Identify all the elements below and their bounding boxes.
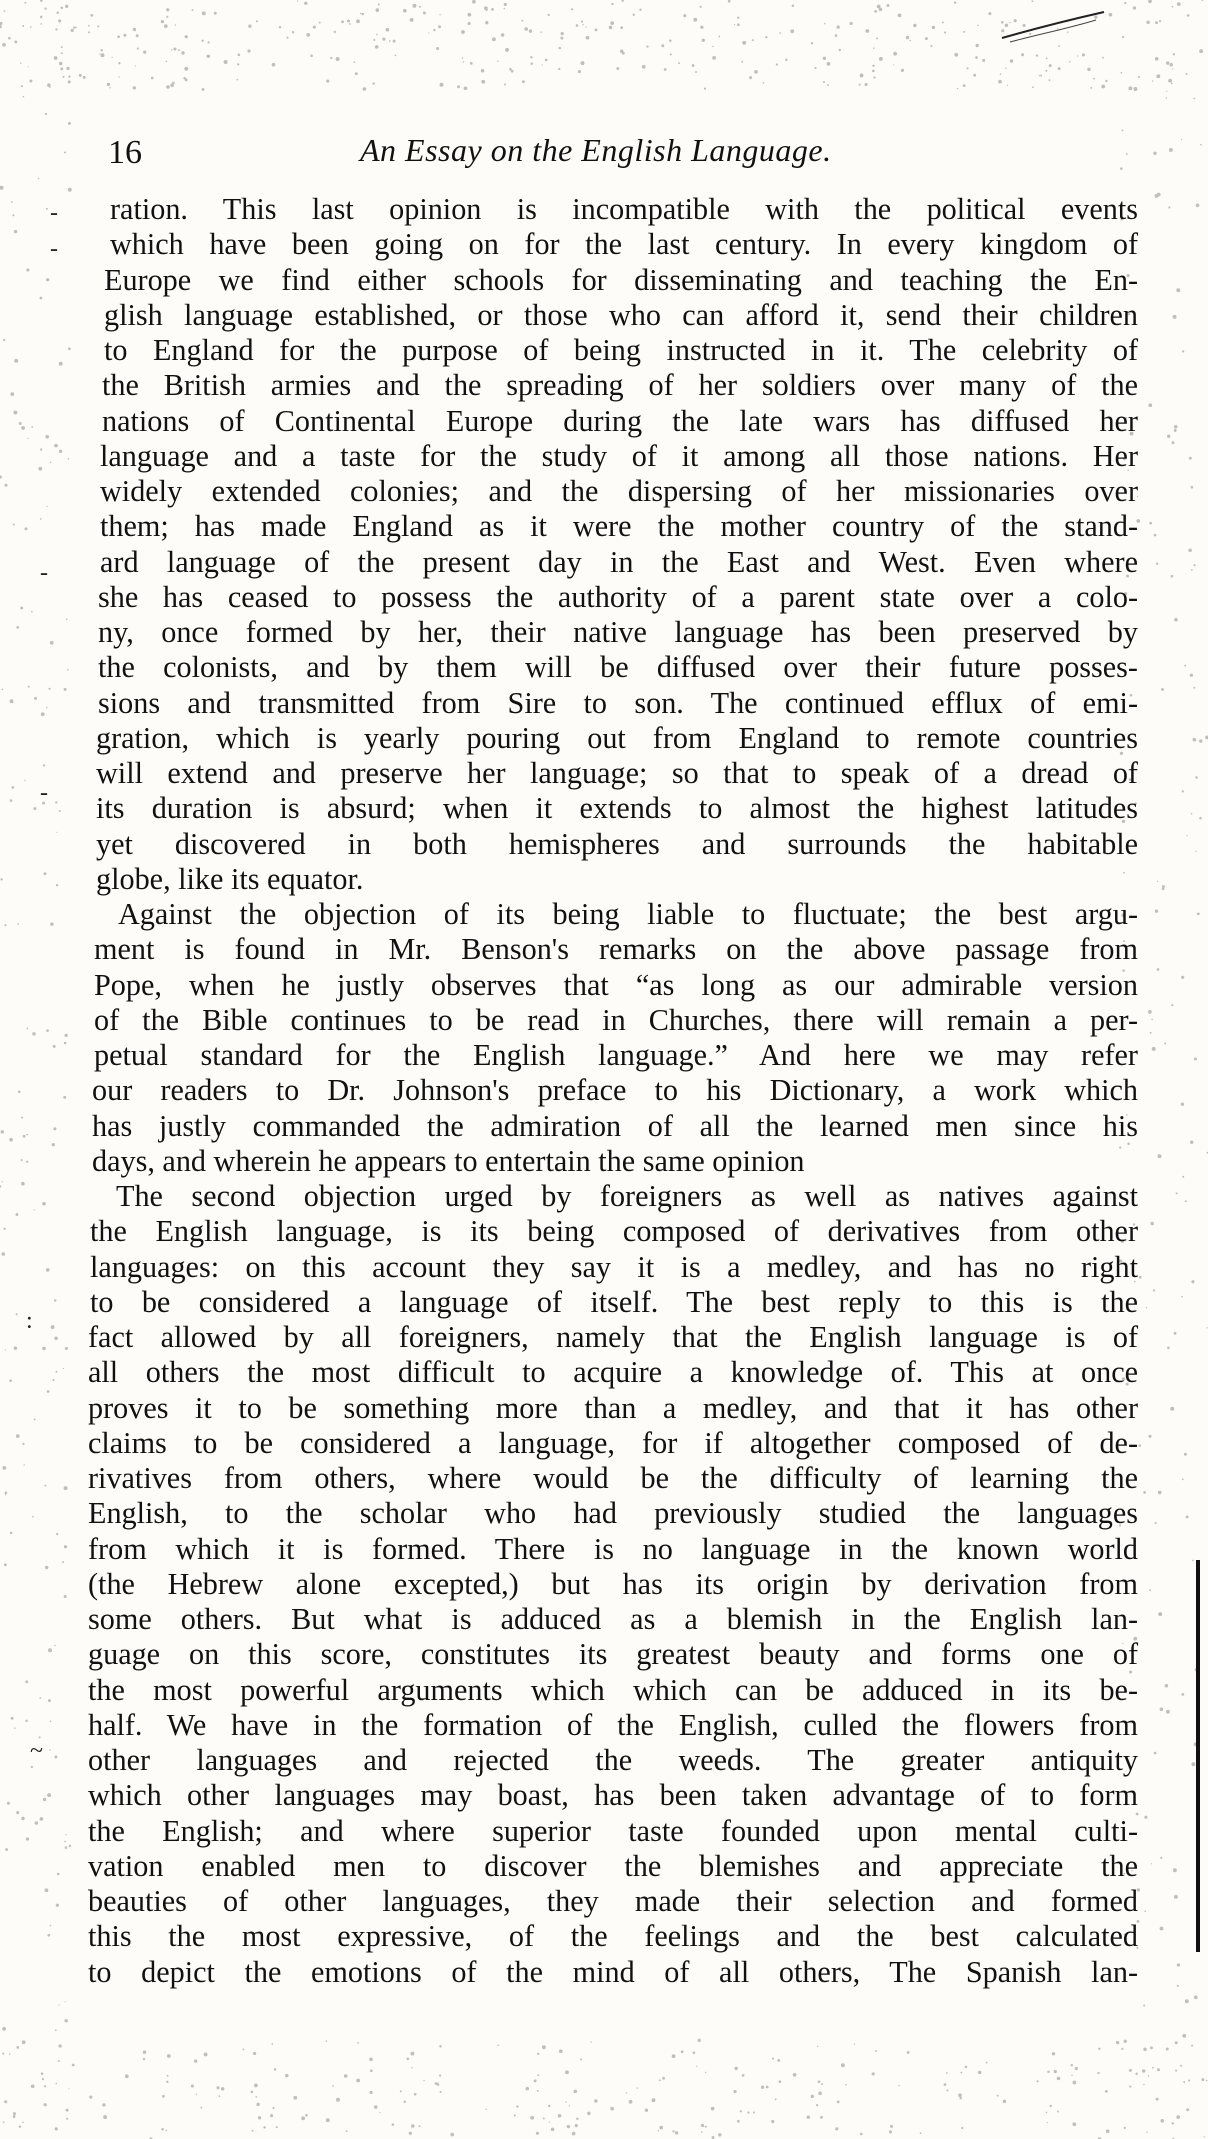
text-line: some others. But what is adduced as a blemish in the English lan-: [88, 1602, 1138, 1636]
margin-dash-mark: -: [40, 560, 48, 586]
edge-binding-line: [1196, 1560, 1200, 1952]
text-line: English, to the scholar who had previously studied the languages: [88, 1496, 1138, 1531]
margin-dash-mark: -: [50, 200, 58, 226]
margin-dot-mark: :: [26, 1308, 33, 1334]
text-line: ny, once formed by her, their native language has been preserved by: [98, 615, 1138, 649]
page-number: 16: [108, 134, 142, 171]
text-line: ard language of the present day in the East and West. Even where: [100, 544, 1138, 579]
book-page: [88, 120, 1138, 1989]
text-line: fact allowed by all foreigners, namely that the English language is of: [88, 1320, 1138, 1354]
text-line: to England for the purpose of being instructed in it. The celebrity of: [104, 333, 1138, 367]
text-line: the British armies and the spreading of her soldiers over many of the: [102, 368, 1138, 403]
text-line: The second objection urged by foreigners as well as natives against: [116, 1179, 1138, 1213]
text-line: this the most expressive, of the feelings and the best calculated: [88, 1919, 1138, 1954]
text-line: other languages and rejected the weeds. The greater antiquity: [88, 1743, 1138, 1777]
text-line: our readers to Dr. Johnson's preface to his Dictionary, a work which: [92, 1073, 1138, 1108]
text-line: yet discovered in both hemispheres and surrounds the habitable: [96, 826, 1138, 861]
running-title: An Essay on the English Language.: [360, 132, 832, 168]
margin-dash-mark: -: [50, 236, 58, 262]
text-line: from which it is formed. There is no language in the known world: [88, 1531, 1138, 1566]
text-line: language and a taste for the study of it among all those nations. Her: [100, 438, 1138, 473]
body-text: [88, 192, 1138, 1990]
text-line: beauties of other languages, they made their selection and formed: [88, 1884, 1138, 1918]
text-line: has justly commanded the admiration of all the learned men since his: [92, 1108, 1138, 1143]
text-line: to be considered a language of itself. The best reply to this is the: [90, 1284, 1138, 1319]
text-line: days, and wherein he appears to entertain the same opinion: [92, 1143, 805, 1178]
margin-dash-mark: -: [40, 780, 48, 806]
text-line: she has ceased to possess the authority of a parent state over a colo-: [98, 579, 1138, 614]
pen-stroke-mark: [1000, 8, 1110, 48]
text-line: guage on this score, constitutes its greatest beauty and forms one of: [88, 1637, 1138, 1672]
text-line: the English; and where superior taste founded upon mental culti-: [88, 1813, 1138, 1848]
text-line: proves it to be something more than a medley, and that it has other: [88, 1390, 1138, 1425]
text-line: which have been going on for the last century. In every kingdom of: [110, 227, 1138, 262]
text-line: sions and transmitted from Sire to son. The continued efflux of emi-: [98, 685, 1138, 720]
text-line: all others the most difficult to acquire a knowledge of. This at once: [88, 1355, 1138, 1390]
text-line: the most powerful arguments which which can be adduced in its be-: [88, 1672, 1138, 1707]
text-line: its duration is absurd; when it extends to almost the highest latitudes: [96, 791, 1138, 826]
text-line: the colonists, and by them will be diffused over their future posses-: [98, 650, 1138, 685]
text-line: Against the objection of its being liable to fluctuate; the best argu-: [118, 897, 1138, 931]
text-line: rivatives from others, where would be the difficulty of learning the: [88, 1461, 1138, 1495]
text-line: globe, like its equator.: [96, 861, 364, 896]
text-line: half. We have in the formation of the English, culled the flowers from: [88, 1707, 1138, 1742]
text-line: petual standard for the English language.” And here we may refer: [94, 1038, 1138, 1072]
text-line: Europe we find either schools for disseminating and teaching the En-: [104, 262, 1138, 297]
text-line: of the Bible continues to be read in Churches, there will remain a per-: [94, 1002, 1138, 1037]
text-line: the English language, is its being composed of derivatives from other: [90, 1214, 1138, 1249]
text-line: widely extended colonies; and the dispersing of her missionaries over: [100, 474, 1138, 508]
text-line: them; has made England as it were the mother country of the stand-: [100, 509, 1138, 544]
text-line: Pope, when he justly observes that “as long as our admirable version: [94, 967, 1138, 1002]
text-line: vation enabled men to discover the blemishes and appreciate the: [88, 1848, 1138, 1883]
text-line: ration. This last opinion is incompatible with the political events: [110, 192, 1138, 226]
text-line: to depict the emotions of the mind of all others, The Spanish lan-: [88, 1954, 1138, 1989]
text-line: nations of Continental Europe during the late wars has diffused her: [102, 403, 1138, 438]
text-line: languages: on this account they say it is a medley, and has no right: [90, 1249, 1138, 1284]
text-line: (the Hebrew alone excepted,) but has its origin by derivation from: [88, 1566, 1138, 1601]
text-line: claims to be considered a language, for if altogether composed of de-: [88, 1425, 1138, 1460]
text-line: glish language established, or those who can afford it, send their children: [104, 297, 1138, 332]
text-line: gration, which is yearly pouring out from England to remote countries: [96, 720, 1138, 755]
margin-squiggle-mark: ~: [30, 1738, 43, 1764]
running-head: [98, 120, 1138, 180]
text-line: will extend and preserve her language; so that to speak of a dread of: [96, 756, 1138, 790]
text-line: which other languages may boast, has been taken advantage of to form: [88, 1778, 1138, 1813]
text-line: ment is found in Mr. Benson's remarks on the above passage from: [94, 932, 1138, 967]
